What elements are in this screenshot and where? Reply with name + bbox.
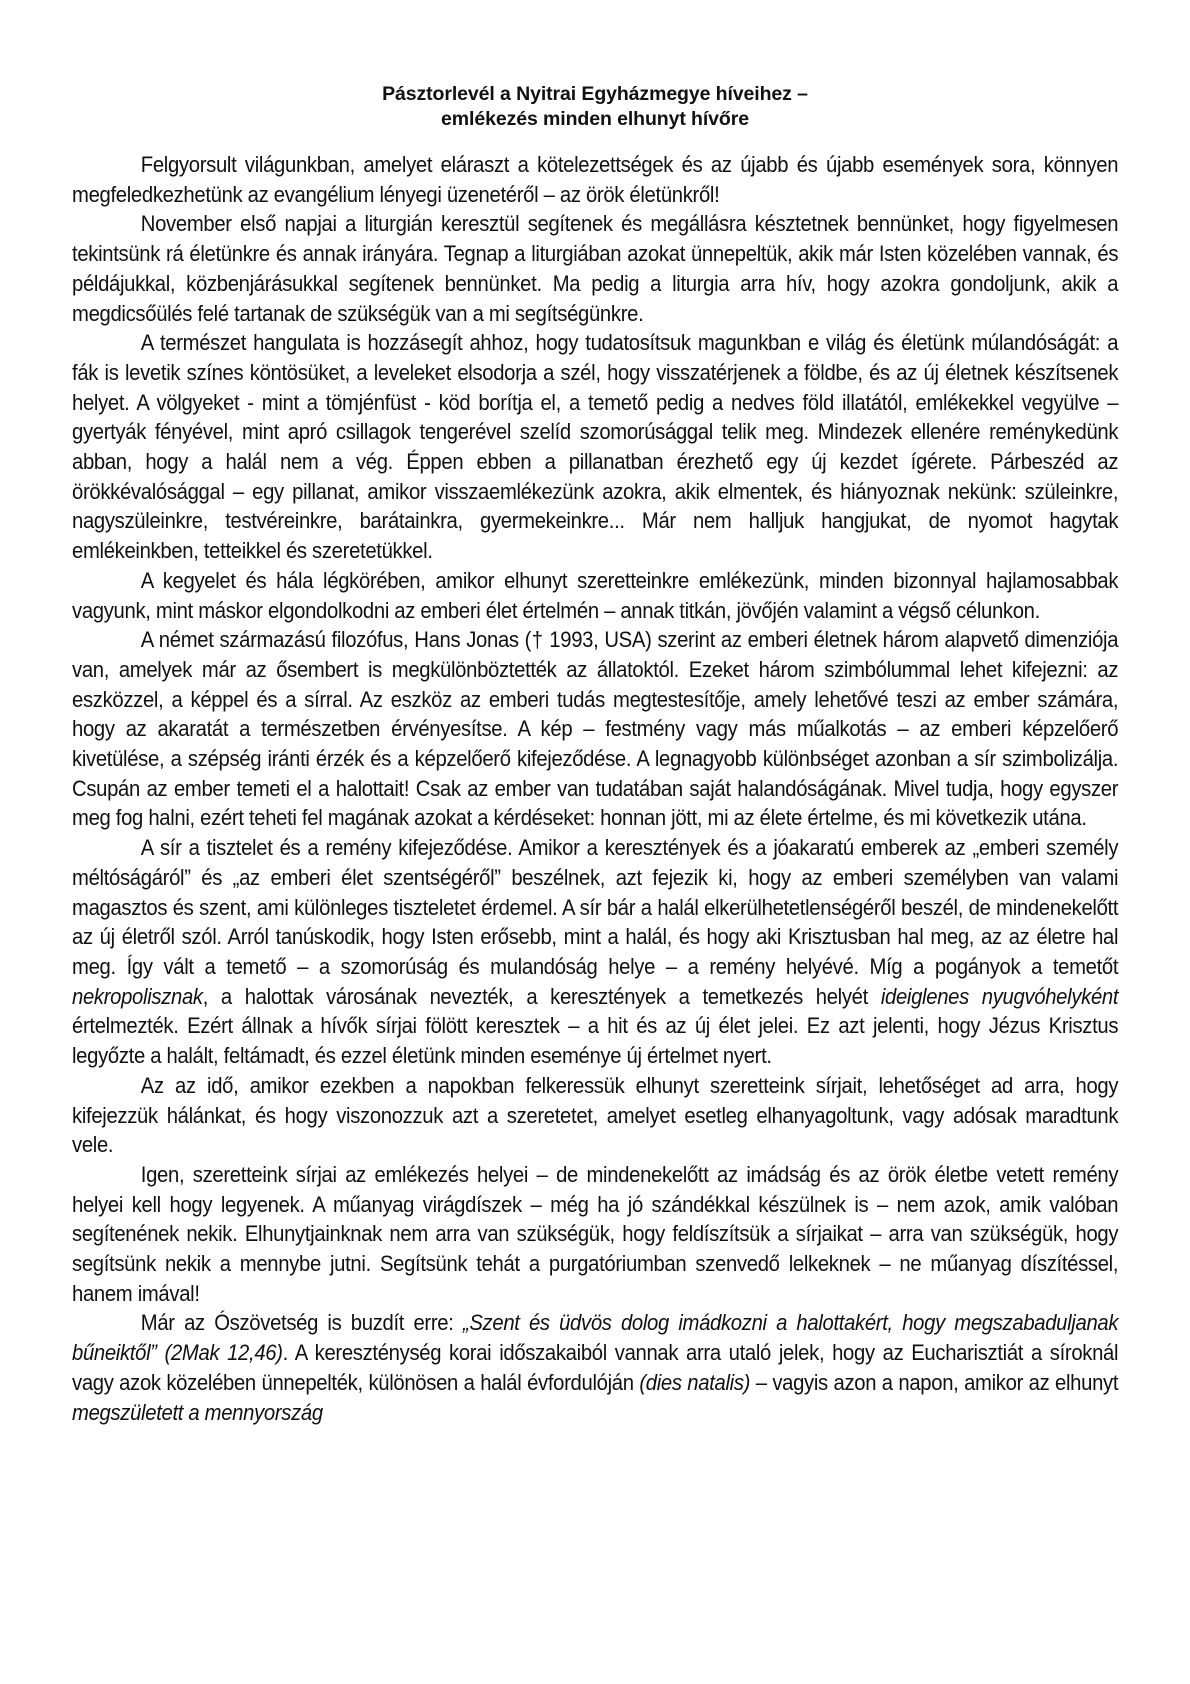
italic-text-segment: nekropolisznak [72,983,203,1009]
title-line-1: Pásztorlevél a Nyitrai Egyházmegye híveihez – [382,83,808,105]
paragraph [72,625,1118,833]
text-segment: . A kereszténység korai időszakaiból vannak arra utaló jelek, hogy az Eucharisztiát a síroknál vagy azok közelében ünnepelték, különösen a halál évfordulóján [72,1340,1119,1395]
text-segment: A német származású filozófus, Hans Jonas († 1993, USA) szerint az emberi életnek három alapvető dimenziója van, amelyek már az ősembert is megkülönböztették az állatoktól. Ezeket három szimbólummal lehet kifejezni: az eszközzel, a képpel és a sírral. Az eszköz az emberi tudás megtestesítője, amely lehetővé teszi az ember számára, hogy az akaratát a természetben érvényesítse. A kép – festmény vagy más műalkotás – az emberi képzelőerő kivetülése, a szépség iránti érzék és a képzelőerő kifejeződése. A legnagyobb különbséget azonban a sír szimbolizálja. Csupán az ember temeti el a halottait! Csak az ember van tudatában saját halandóságának. Mivel tudja, hogy egyszer meg fog halni, ezért teheti fel magának azokat a kérdéseket: honnan jött, mi az élete értelme, és mi következik utána. [72,627,1119,831]
title-line-2: emlékezés minden elhunyt hívőre [441,108,749,130]
text-segment: Már az Ószövetség is buzdít erre: [140,1310,463,1336]
text-segment: A sír a tisztelet és a remény kifejeződése. Amikor a keresztények és a jóakaratú emberek az „emberi személy méltóságáról” és „az emberi élet szentségéről” beszélnek, azt fejezik ki, hogy az emberi személyben van valami magasztos és szent, ami különleges tiszteletet érdemel. A sír bár a halál elkerülhetetlenségéről beszél, de mindenekelőtt az új életről szól. Arról tanúskodik, hogy Isten erősebb, mint a halál, és hogy aki Krisztusban hal meg, az az életre hal meg. Így vált a temető – a szomorúság és mulandóság helye – a remény helyévé. Míg a pogányok a temetőt [72,835,1119,979]
document-title [72,82,1118,132]
paragraph [72,1160,1118,1309]
paragraph [72,328,1118,566]
text-segment: értelmezték. Ezért állnak a hívők sírjai fölött keresztek – a hit és az új élet jelei. Ez azt jelenti, hogy Jézus Krisztus legyőzte a halált, feltámadt, és ezzel életünk minden eseménye új értelmet nyert. [72,1013,1119,1069]
italic-text-segment: (dies natalis) [639,1369,751,1395]
text-segment: Felgyorsult világunkban, amelyet eláraszt a kötelezettségek és az újabb és újabb események sora, könnyen megfeledkezhetünk az evangélium lényegi üzenetéről – az örök életünkről! [72,152,1119,207]
paragraph [72,566,1118,625]
text-segment: November első napjai a liturgián keresztül segítenek és megállásra késztetnek bennünket, hogy figyelmesen tekintsünk rá életünkre és annak irányára. Tegnap a liturgiában azokat ünnepeltük, akik már Isten közelében vannak, és példájukkal, közbenjárásukkal segítenek bennünket. Ma pedig a liturgia arra hív, hogy azokra gondoljunk, akik a megdicsőülés felé tartanak de szükségük van a mi segítségünkre. [72,211,1119,326]
document-body [72,150,1118,1427]
document-page [72,82,1118,1427]
text-segment: – vagyis azon a napon, amikor az elhunyt [750,1369,1119,1395]
italic-text-segment: „Szent és üdvös dolog imádkozni a halottakért, hogy megszabaduljanak bűneiktől” (2Mak 12,46) [72,1310,1119,1366]
italic-text-segment: ideiglenes nyugvóhelyként [880,983,1119,1009]
text-segment: , a halottak városának nevezték, a keresztények a temetkezés helyét [202,983,881,1009]
text-segment: Az az idő, amikor ezekben a napokban felkeressük elhunyt szeretteink sírjait, lehetőséget ad arra, hogy kifejezzük hálánkat, és hogy viszonozzuk azt a szeretetet, amelyet esetleg elhanyagoltunk, vagy adósak maradtunk vele. [72,1072,1119,1158]
paragraph [72,833,1118,1071]
text-segment: A kegyelet és hála légkörében, amikor elhunyt szeretteinkre emlékezünk, minden bizonnyal hajlamosabbak vagyunk, mint máskor elgondolkodni az emberi élet értelmén – annak titkán, jövőjén valamint a végső célunkon. [72,567,1119,623]
paragraph [72,150,1118,209]
text-segment: Igen, szeretteink sírjai az emlékezés helyei – de mindenekelőtt az imádság és az örök életbe vetett remény helyei kell hogy legyenek. A műanyag virágdíszek – még ha jó szándékkal készülnek is – nem azok, amik valóban segítenének nekik. Elhunytjainknak nem arra van szükségük, hogy feldíszítsük a sírjaikat – arra van szükségük, hogy segítsünk nekik a mennybe jutni. Segítsünk tehát a purgatóriumban szenvedő lelkeknek – ne műanyag díszítéssel, hanem imával! [72,1161,1119,1306]
text-segment: A természet hangulata is hozzásegít ahhoz, hogy tudatosítsuk magunkban e világ és életünk múlandóságát: a fák is levetik színes köntösüket, a leveleket elsodorja a szél, hogy visszatérjenek a földbe, és az új életnek készítsenek helyet. A völgyeket - mint a tömjénfüst - köd borítja el, a temető pedig a nedves föld illatától, emlékekkel vegyülve – gyertyák fényével, mint apró csillagok tengerével szelíd szomorúsággal telik meg. Mindezek ellenére reménykedünk abban, hogy a halál nem a vég. Éppen ebben a pillanatban érezhető egy új kezdet ígérete. Párbeszéd az örökkévalósággal – egy pillanat, amikor visszaemlékezünk azokra, akik elmentek, és hiányoznak nekünk: szüleinkre, nagyszüleinkre, testvéreinkre, barátainkra, gyermekeinkre... Már nem halljuk hangjukat, de nyomot hagytak emlékeinkben, tetteikkel és szeretetükkel. [72,330,1119,564]
paragraph [72,1308,1118,1427]
paragraph [72,209,1118,328]
paragraph [72,1071,1118,1160]
italic-text-segment: megszületett a mennyország [72,1399,323,1425]
